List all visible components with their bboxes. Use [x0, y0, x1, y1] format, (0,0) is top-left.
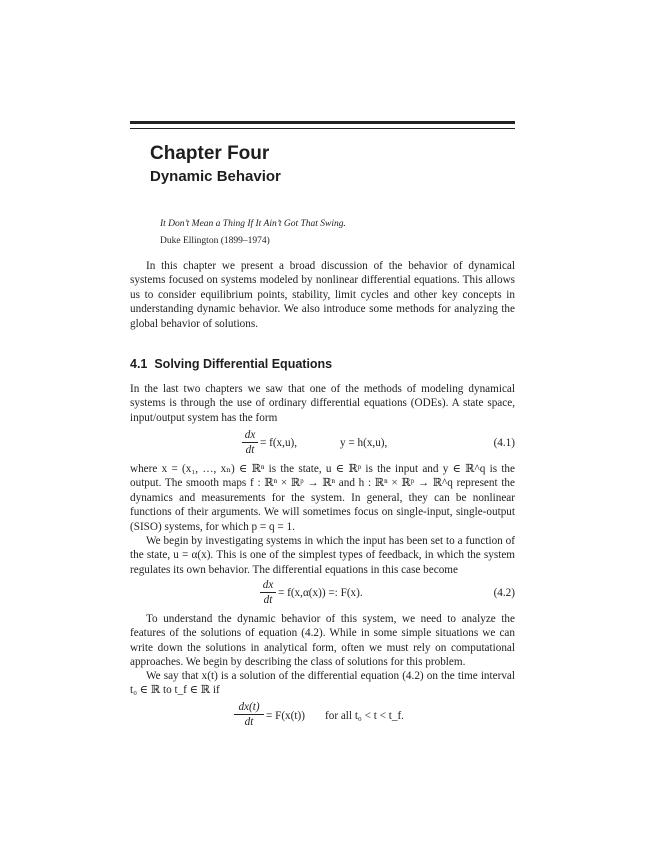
chapter-subtitle: Dynamic Behavior [150, 168, 281, 185]
eq2-fraction [260, 579, 276, 606]
eq2-numerator: dx [262, 579, 274, 591]
eq1-denominator: dt [245, 444, 255, 456]
epigraph-attribution: Duke Ellington (1899–1974) [160, 236, 270, 246]
eq3-denominator: dt [244, 716, 254, 728]
body-paragraph-4: To understand the dynamic behavior of this system, we need to analyze the features of the solutions of equation (4.2). While in some simple situations we can write down the solutions in analytical form, often we must rely on computational approaches. We begin by describing the class of solutions for this problem. [130, 613, 515, 669]
body-paragraph-1: In the last two chapters we saw that one of the methods of modeling dynamical systems is through the use of ordinary differential equations (ODEs). A state space, input/output system has the form [130, 383, 515, 424]
eq1-output: y = h(x,u), [340, 437, 388, 449]
section-number: 4.1 [130, 357, 148, 371]
eq1-fraction [242, 429, 258, 456]
eq1-rhs: = f(x,u), [260, 437, 298, 449]
eq3-condition: for all t₀ < t < t_f. [325, 710, 404, 722]
eq2-denominator: dt [263, 594, 273, 606]
eq3-fraction [234, 701, 264, 728]
eq1-fraction-bar [242, 442, 258, 443]
eq1-numerator: dx [244, 429, 256, 441]
top-rule-thin [130, 128, 515, 129]
epigraph-quote: It Don’t Mean a Thing If It Ain’t Got That Swing. [160, 219, 346, 229]
eq3-fraction-bar [234, 714, 264, 715]
eq3-numerator: dx(t) [238, 701, 260, 713]
body-paragraph-3: We begin by investigating systems in which the input has been set to a function of the state, u = α(x). This is one of the simplest types of feedback, in which the system regulates its own behavior. The differential equations in this case become [130, 535, 515, 576]
eq1-number: (4.1) [493, 437, 515, 449]
eq2-rhs: = f(x,α(x)) =: F(x). [278, 587, 363, 599]
eq2-number: (4.2) [493, 587, 515, 599]
intro-paragraph: In this chapter we present a broad discussion of the behavior of dynamical systems focused on systems modeled by nonlinear differential equations. This allows us to consider equilibrium points, stability, limit cycles and other key concepts in understanding dynamic behavior. We also introduce some methods for analyzing the global behavior of solutions. [130, 260, 515, 330]
section-title: Solving Differential Equations [154, 357, 333, 371]
chapter-title: Chapter Four [150, 143, 270, 164]
section-heading [130, 357, 332, 371]
eq2-fraction-bar [260, 592, 276, 593]
top-rule-thick [130, 121, 515, 124]
body-paragraph-2: where x = (x₁, …, xₙ) ∈ ℝⁿ is the state, u ∈ ℝᵖ is the input and y ∈ ℝ^q is the output. The smooth maps f : ℝⁿ × ℝᵖ → ℝⁿ and h : ℝⁿ × ℝᵖ → ℝ^q represent the dynamics and measurements for the system. In general, they can be nonlinear functions of their arguments. We will sometimes focus on single-input, single-output (SISO) systems, for which p = q = 1. [130, 463, 515, 533]
body-paragraph-5: We say that x(t) is a solution of the differential equation (4.2) on the time interval t₀ ∈ ℝ to t_f ∈ ℝ if [130, 670, 515, 697]
eq3-rhs: = F(x(t)) [266, 710, 305, 722]
